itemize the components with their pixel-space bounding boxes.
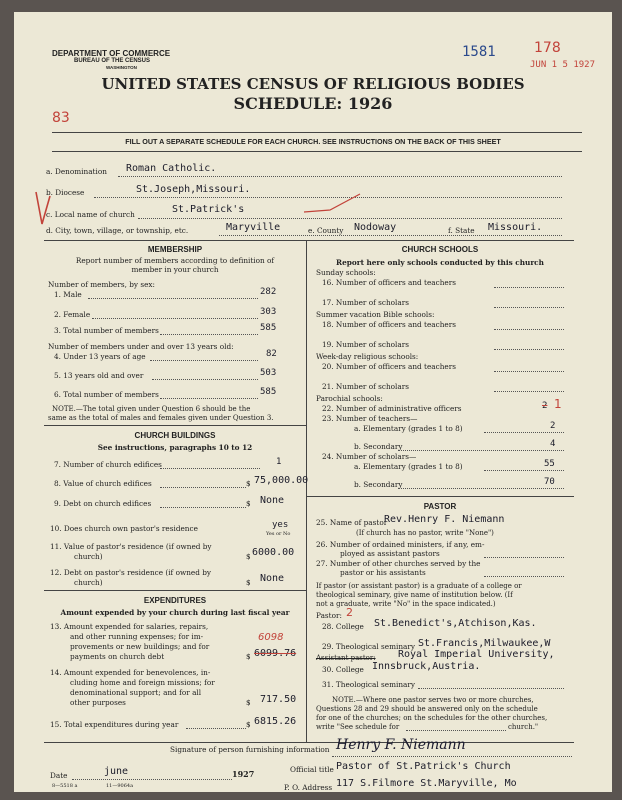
q19-label: 19. Number of scholars bbox=[322, 340, 409, 349]
diocese-value: St.Joseph,Missouri. bbox=[136, 184, 251, 195]
q3-label: 3. Total number of members bbox=[54, 326, 159, 335]
q26-label-a: 26. Number of ordained ministers, if any, em- bbox=[316, 540, 485, 549]
q14-label-b: cluding home and foreign missions; for bbox=[70, 678, 215, 687]
q5-label: 5. 13 years old and over bbox=[54, 371, 144, 380]
q13-handwritten-correction: 6098 bbox=[258, 632, 284, 643]
red-check-mark bbox=[30, 184, 60, 234]
membership-note-1: NOTE.—The total given under Question 6 should be the bbox=[52, 405, 251, 413]
city-value: Maryville bbox=[226, 222, 281, 233]
pastor-note-2: Questions 28 and 29 should be answered only on the schedule bbox=[316, 705, 538, 713]
by-sex-label: Number of members, by sex: bbox=[48, 280, 155, 289]
q30-value-line2: Innsbruck,Austria. bbox=[372, 661, 481, 672]
q7-label: 7. Number of church edifices bbox=[54, 460, 162, 469]
diocese-label: b. Diocese bbox=[46, 188, 85, 197]
summer-schools-label: Summer vacation Bible schools: bbox=[316, 310, 435, 319]
q23b-value: 4 bbox=[550, 439, 556, 449]
q27-label-a: 27. Number of other churches served by the bbox=[316, 559, 481, 568]
local-name-value: St.Patrick's bbox=[172, 204, 245, 215]
handwritten-83: 83 bbox=[52, 110, 70, 126]
official-title-value: Pastor of St.Patrick's Church bbox=[336, 761, 511, 772]
q4-value: 82 bbox=[266, 349, 277, 359]
q24a-label: a. Elementary (grades 1 to 8) bbox=[354, 462, 463, 471]
membership-sub2: member in your church bbox=[131, 265, 219, 274]
q1-label: 1. Male bbox=[54, 290, 82, 299]
q14-dollar: $ bbox=[246, 698, 251, 707]
city-label: WASHINGTON bbox=[106, 65, 137, 70]
age-heading: Number of members under and over 13 years old: bbox=[48, 342, 234, 351]
q7-value: 1 bbox=[276, 457, 282, 467]
expenditures-title: EXPENDITURES bbox=[143, 596, 207, 605]
q14-label-c: denominational support; and for all bbox=[70, 688, 202, 697]
instruction-banner: FILL OUT A SEPARATE SCHEDULE FOR EACH CHURCH. SEE INSTRUCTIONS ON THE BACK OF THIS SHEET bbox=[125, 137, 501, 146]
q4-label: 4. Under 13 years of age bbox=[54, 352, 146, 361]
bureau-label: BUREAU OF THE CENSUS bbox=[74, 58, 151, 64]
pastor-name-value: Rev.Henry F. Niemann bbox=[384, 514, 505, 525]
q30-value-line1: Royal Imperial University, bbox=[398, 649, 555, 660]
q23-label: 23. Number of teachers— bbox=[322, 414, 418, 423]
q11-label-b: church) bbox=[74, 552, 103, 561]
q9-value: None bbox=[260, 495, 285, 506]
q30-label: 30. College bbox=[322, 665, 364, 674]
department-label: DEPARTMENT OF COMMERCE bbox=[52, 49, 171, 58]
county-value: Nodoway bbox=[354, 222, 397, 233]
q12-dollar: $ bbox=[246, 578, 251, 587]
q24a-value: 55 bbox=[544, 459, 555, 469]
q11-value: 6000.00 bbox=[252, 547, 295, 558]
q23a-label: a. Elementary (grades 1 to 8) bbox=[354, 424, 463, 433]
q21-label: 21. Number of scholars bbox=[322, 382, 409, 391]
membership-title: MEMBERSHIP bbox=[147, 245, 203, 254]
q1-value: 282 bbox=[260, 287, 277, 297]
q13-dollar: $ bbox=[246, 652, 251, 661]
q28-label: 28. College bbox=[322, 622, 364, 631]
pastor-subheading: Pastor: bbox=[316, 611, 342, 620]
parochial-schools-label: Parochial schools: bbox=[316, 394, 383, 403]
church-schools-title: CHURCH SCHOOLS bbox=[401, 245, 479, 254]
q6-value: 585 bbox=[260, 387, 277, 397]
schedule-title: SCHEDULE: 1926 bbox=[233, 94, 393, 113]
q8-label: 8. Value of church edifices bbox=[54, 479, 152, 488]
q25-note: (If church has no pastor, write "None") bbox=[356, 529, 494, 537]
date-stamp: JUN 1 5 1927 bbox=[530, 60, 596, 70]
q24b-value: 70 bbox=[544, 477, 555, 487]
q2-label: 2. Female bbox=[54, 310, 91, 319]
q22-label: 22. Number of administrative officers bbox=[322, 404, 462, 413]
graduate-note-1: If pastor (or assistant pastor) is a graduate of a college or bbox=[316, 582, 522, 590]
q22-handwritten-correction: 1 bbox=[554, 397, 562, 411]
q11-dollar: $ bbox=[246, 552, 251, 561]
pastor-note-4: write "See schedule for bbox=[316, 723, 400, 731]
q31-label: 31. Theological seminary bbox=[322, 680, 415, 689]
q25-label: 25. Name of pastor bbox=[316, 518, 388, 527]
q10-label: 10. Does church own pastor's residence bbox=[50, 524, 198, 533]
graduate-note-2: theological seminary, give name of institution below. (If bbox=[316, 591, 513, 599]
stamp-number: 1581 bbox=[462, 44, 496, 60]
membership-sub1: Report number of members according to definition of bbox=[75, 256, 275, 265]
q20-label: 20. Number of officers and teachers bbox=[322, 362, 456, 371]
date-year: 1927 bbox=[232, 769, 255, 779]
weekday-schools-label: Week-day religious schools: bbox=[316, 352, 419, 361]
q13-label-a: 13. Amount expended for salaries, repairs, bbox=[50, 622, 209, 631]
q26-label-b: ployed as assistant pastors bbox=[340, 549, 440, 558]
pastor-note-1: NOTE.—Where one pastor serves two or more churches, bbox=[332, 696, 534, 704]
church-schools-sub: Report here only schools conducted by this church bbox=[336, 258, 544, 267]
denomination-label: a. Denomination bbox=[46, 167, 107, 176]
q22-value: 2 bbox=[542, 401, 548, 411]
q23b-label: b. Secondary bbox=[354, 442, 403, 451]
address-value: 117 S.Filmore St.Maryville, Mo bbox=[336, 778, 517, 789]
q2-value: 303 bbox=[260, 307, 277, 317]
yes-no-hint: Yes or No bbox=[266, 531, 291, 537]
q29-label: 29. Theological seminary bbox=[322, 642, 415, 651]
q17-label: 17. Number of scholars bbox=[322, 298, 409, 307]
form-title: UNITED STATES CENSUS OF RELIGIOUS BODIES bbox=[101, 75, 525, 93]
state-label: f. State bbox=[448, 226, 475, 235]
q8-value: 75,000.00 bbox=[254, 475, 309, 486]
q29-value: St.Francis,Milwaukee,W bbox=[418, 638, 551, 649]
local-name-label: c. Local name of church bbox=[46, 210, 135, 219]
q10-value: yes bbox=[272, 520, 289, 530]
q16-label: 16. Number of officers and teachers bbox=[322, 278, 456, 287]
q23a-value: 2 bbox=[550, 421, 556, 431]
date-value: june bbox=[104, 766, 129, 777]
signature-value: Henry F. Niemann bbox=[336, 737, 466, 753]
assistant-pastor-struck: Assistant pastor: bbox=[316, 654, 376, 662]
q9-label: 9. Debt on church edifices bbox=[54, 499, 152, 508]
sunday-schools-label: Sunday schools: bbox=[316, 268, 376, 277]
denomination-value: Roman Catholic. bbox=[126, 163, 217, 174]
q6-label: 6. Total number of members bbox=[54, 390, 159, 399]
address-label: P. O. Address bbox=[284, 783, 333, 792]
q14-value: 717.50 bbox=[260, 694, 297, 705]
handwritten-number: 178 bbox=[534, 40, 561, 56]
expenditures-sub: Amount expended by your church during last fiscal year bbox=[60, 608, 290, 617]
church-buildings-title: CHURCH BUILDINGS bbox=[134, 431, 216, 440]
q3-value: 585 bbox=[260, 323, 277, 333]
q13-label-d: payments on church debt bbox=[70, 652, 165, 661]
signature-label: Signature of person furnishing information bbox=[170, 745, 330, 754]
state-value: Missouri. bbox=[488, 222, 543, 233]
pastor-note-3: for one of the churches; on the schedules for the other churches, bbox=[316, 714, 548, 722]
pastor-handwritten-mark: 2 bbox=[346, 606, 353, 619]
pastor-title: PASTOR bbox=[423, 502, 457, 511]
county-label: e. County bbox=[308, 226, 344, 235]
q15-value: 6815.26 bbox=[254, 716, 297, 727]
city-field-label: d. City, town, village, or township, etc. bbox=[46, 226, 189, 235]
q27-label-b: pastor or his assistants bbox=[340, 568, 426, 577]
q24b-label: b. Secondary bbox=[354, 480, 403, 489]
q11-label-a: 11. Value of pastor's residence (if owned by bbox=[50, 542, 212, 551]
q28-value: St.Benedict's,Atchison,Kas. bbox=[374, 618, 537, 629]
pastor-note-4b: church." bbox=[508, 723, 539, 731]
q13-label-c: provements or new buildings; and for bbox=[70, 642, 210, 651]
q5-value: 503 bbox=[260, 368, 277, 378]
q12-label-b: church) bbox=[74, 578, 103, 587]
q8-dollar: $ bbox=[246, 479, 251, 488]
church-buildings-sub: See instructions, paragraphs 10 to 12 bbox=[97, 443, 253, 452]
q12-value: None bbox=[260, 573, 285, 584]
date-label: Date bbox=[50, 771, 68, 780]
official-title-label: Official title bbox=[290, 765, 334, 774]
q9-dollar: $ bbox=[246, 499, 251, 508]
form-number-2: 11—9064a bbox=[106, 783, 134, 789]
census-schedule-page bbox=[14, 12, 612, 792]
q12-label-a: 12. Debt on pastor's residence (if owned by bbox=[50, 568, 212, 577]
red-check-mark-2 bbox=[300, 188, 370, 218]
form-number-1: 8—5518 a bbox=[52, 783, 78, 789]
q14-label-a: 14. Amount expended for benevolences, in- bbox=[50, 668, 211, 677]
q15-label: 15. Total expenditures during year bbox=[50, 720, 179, 729]
q13-label-b: and other running expenses; for im- bbox=[70, 632, 204, 641]
membership-note-2: same as the total of males and females given under Question 3. bbox=[48, 414, 274, 422]
q18-label: 18. Number of officers and teachers bbox=[322, 320, 456, 329]
q13-value: 6099.76 bbox=[254, 648, 297, 659]
q24-label: 24. Number of scholars— bbox=[322, 452, 417, 461]
graduate-note-3: not a graduate, write "No" in the space indicated.) bbox=[316, 600, 496, 608]
q15-dollar: $ bbox=[246, 720, 251, 729]
q14-label-d: other purposes bbox=[70, 698, 126, 707]
